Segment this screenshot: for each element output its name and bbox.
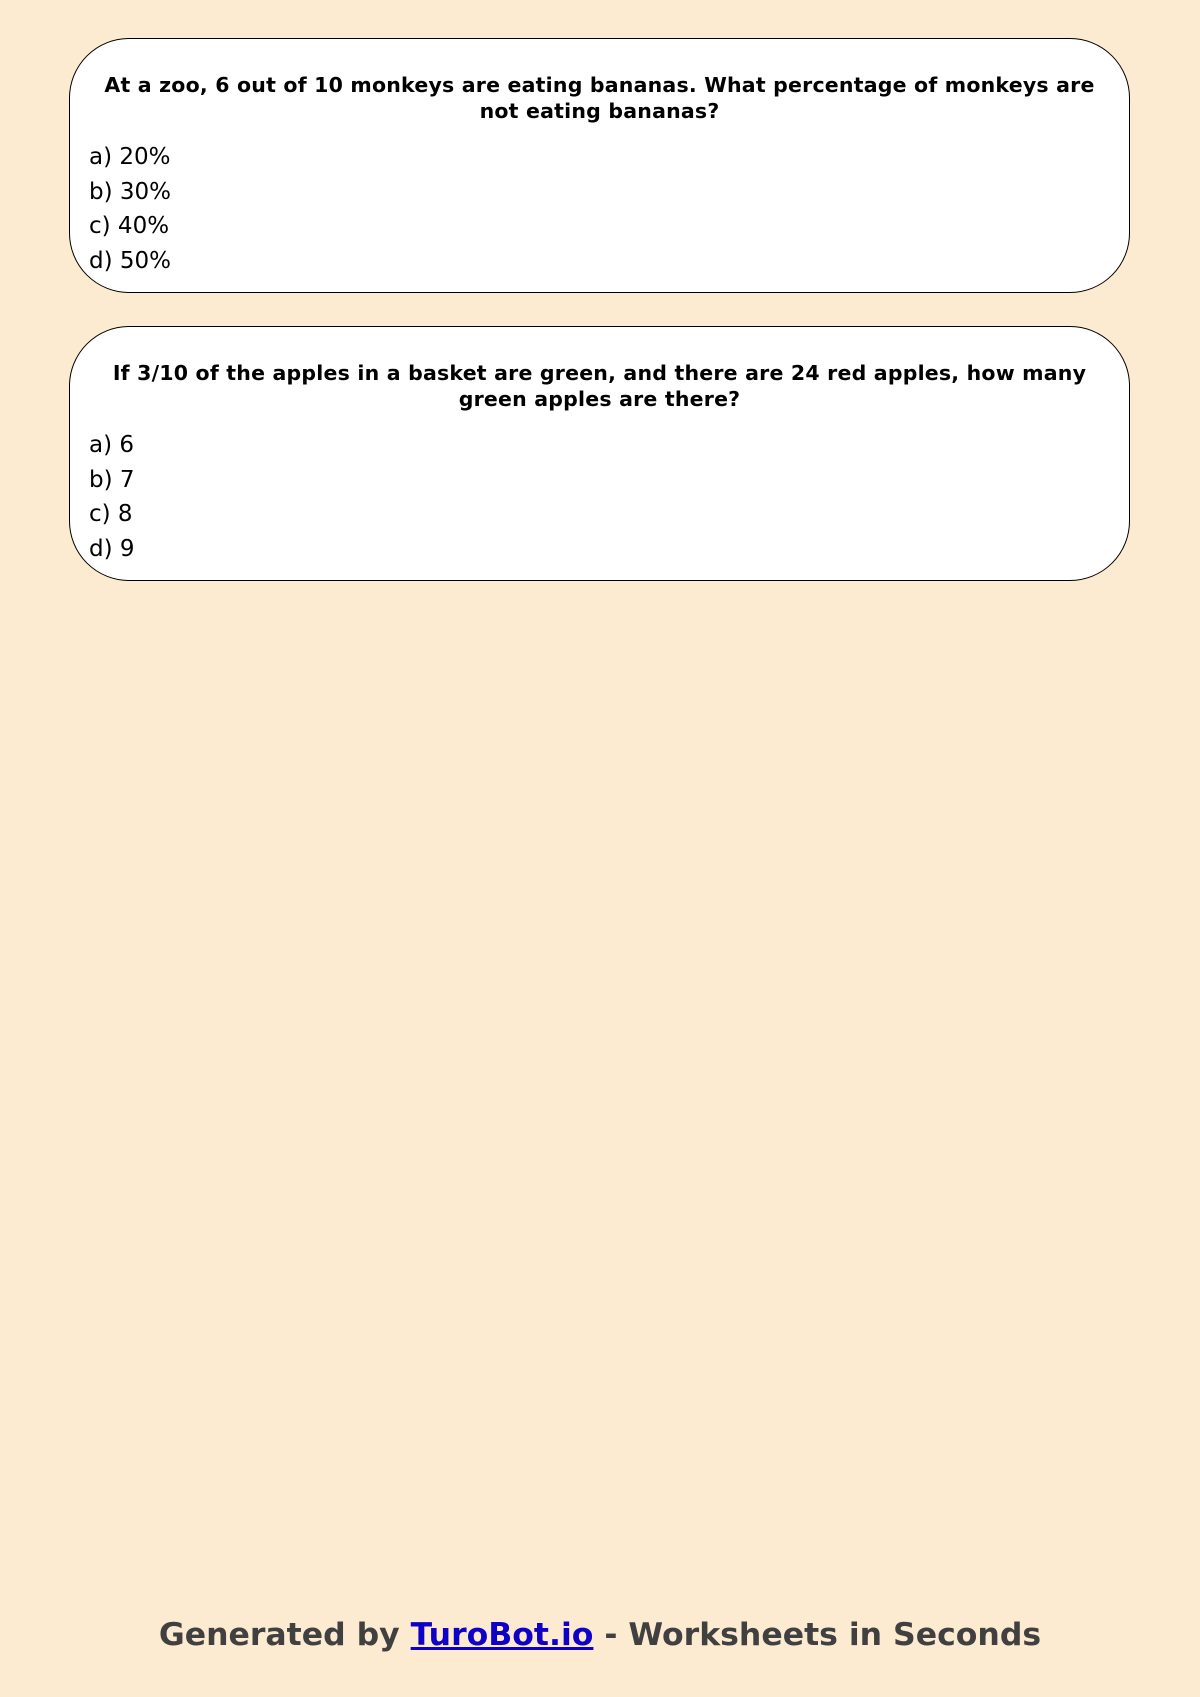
answer-option-c: c) 40% xyxy=(89,213,170,239)
answer-option-c: c) 8 xyxy=(89,501,133,527)
answer-option-d: d) 9 xyxy=(89,535,135,562)
answer-option-b: b) 7 xyxy=(89,466,135,493)
answer-option-b: b) 30% xyxy=(89,178,172,205)
answer-option-a: a) 20% xyxy=(89,144,171,170)
answer-options xyxy=(89,140,171,278)
answer-option-a: a) 6 xyxy=(89,432,135,458)
footer-credit xyxy=(0,1617,1200,1653)
answer-option-d: d) 50% xyxy=(89,247,172,274)
answer-options xyxy=(89,428,135,566)
turobot-link[interactable]: TuroBot.io xyxy=(410,1617,594,1653)
question-card-1 xyxy=(69,38,1130,293)
question-card-2 xyxy=(69,326,1130,581)
footer-suffix: - Worksheets in Seconds xyxy=(593,1617,1042,1653)
question-text: If 3/10 of the apples in a basket are green, and there are 24 red apples, how many green apples are there? xyxy=(112,361,1087,411)
footer-prefix: Generated by xyxy=(158,1617,411,1653)
question-text: At a zoo, 6 out of 10 monkeys are eating bananas. What percentage of monkeys are not eating bananas? xyxy=(104,73,1095,123)
